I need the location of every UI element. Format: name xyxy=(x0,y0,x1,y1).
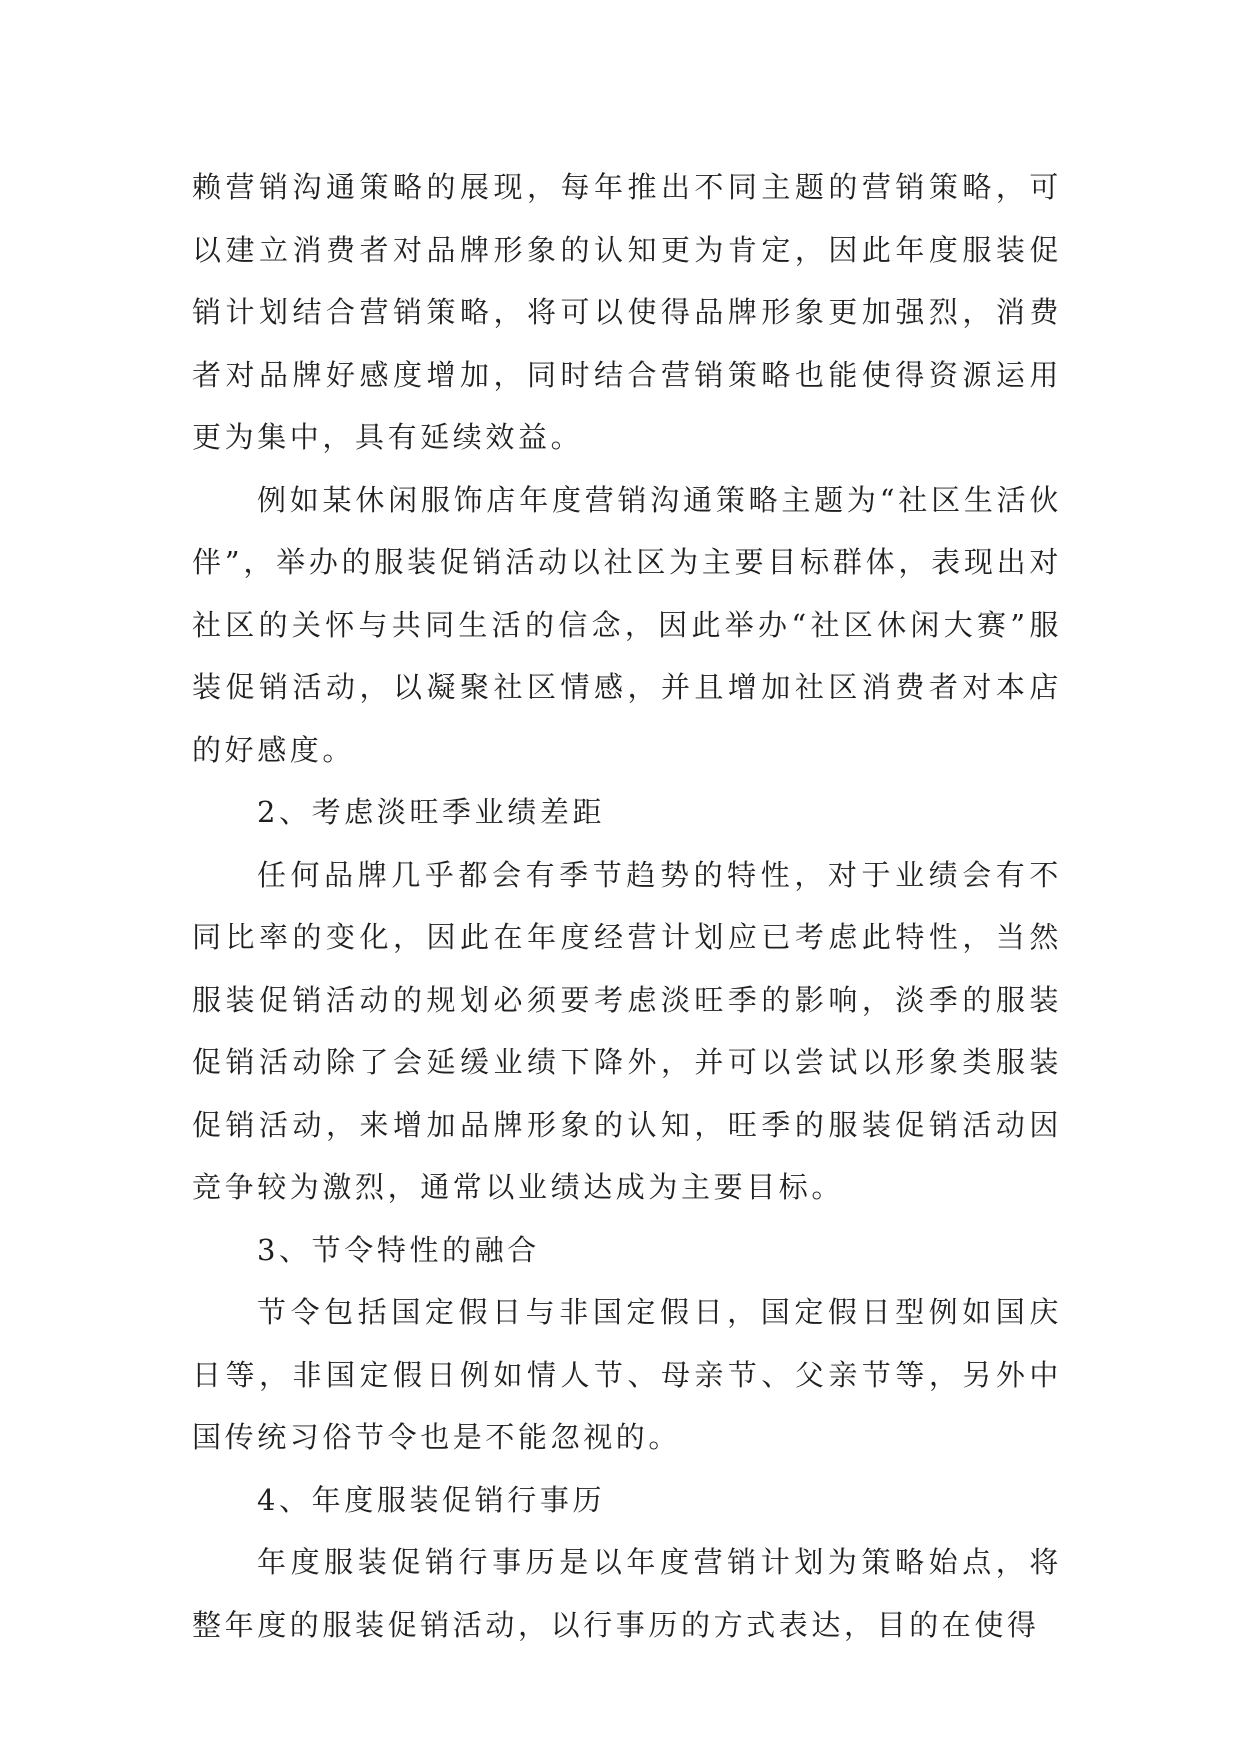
paragraph-holidays: 节令包括国定假日与非国定假日，国定假日型例如国庆日等，非国定假日例如情人节、母亲节、父亲节等，另外中国传统习俗节令也是不能忽视的。 xyxy=(192,1295,1062,1454)
section-heading-calendar: 4、年度服装促销行事历 xyxy=(257,1482,606,1517)
paragraph-calendar: 年度服装促销行事历是以年度营销计划为策略始点，将整年度的服装促销活动，以行事历的方式表达，目的在使得 xyxy=(192,1545,1062,1642)
paragraph-marketing-strategy: 赖营销沟通策略的展现，每年推出不同主题的营销策略，可以建立消费者对品牌形象的认知更为肯定，因此年度服装促销计划结合营销策略，将可以使得品牌形象更加强烈，消费者对品牌好感度增加，同时结合营销策略也能使得资源运用更为集中，具有延续效益。 xyxy=(192,170,1062,454)
section-heading-holidays: 3、节令特性的融合 xyxy=(257,1232,540,1267)
paragraph-community-example: 例如某休闲服饰店年度营销沟通策略主题为“社区生活伙伴”，举办的服装促销活动以社区为主要目标群体，表现出对社区的关怀与共同生活的信念，因此举办“社区休闲大赛”服装促销活动，以凝聚社区情感，并且增加社区消费者对本店的好感度。 xyxy=(192,482,1062,767)
paragraph-seasonality: 任何品牌几乎都会有季节趋势的特性，对于业绩会有不同比率的变化，因此在年度经营计划应已考虑此特性，当然服装促销活动的规划必须要考虑淡旺季的影响，淡季的服装促销活动除了会延缓业绩下降外，并可以尝试以形象类服装促销活动，来增加品牌形象的认知，旺季的服装促销活动因竞争较为激烈，通常以业绩达成为主要目标。 xyxy=(192,857,1062,1204)
document-body xyxy=(192,156,1062,1656)
section-heading-seasonality: 2、考虑淡旺季业绩差距 xyxy=(257,795,606,829)
